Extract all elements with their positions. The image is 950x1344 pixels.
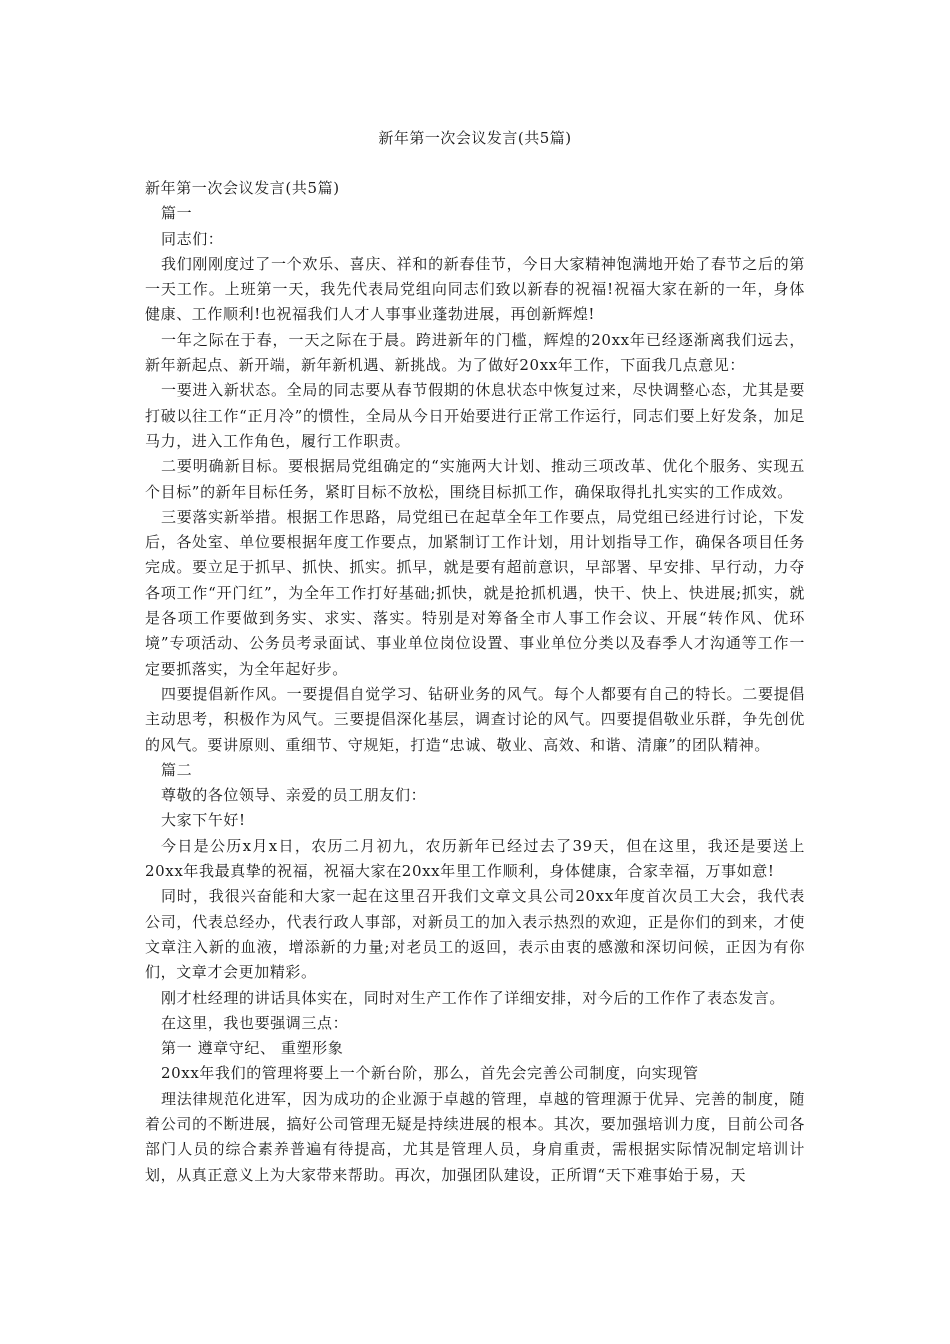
paragraph: 同志们： [161,229,224,248]
paragraph: 篇一 [161,204,193,223]
paragraph: 四要提倡新作风。一要提倡自觉学习、钻研业务的风气。每个人都要有自己的特长。二要提倡主动思考，积极作为风气。三要提倡深化基层，调查讨论的风气。四要提倡敬业乐群，争先创优的风气。要讲原则、重细节、守规矩，打造“忠诚、敬业、高效、和谐、清廉”的团队精神。 [145,684,805,754]
paragraph: 刚才杜经理的讲话具体实在，同时对生产工作作了详细安排，对今后的工作作了表态发言。 [161,988,786,1007]
paragraph: 同时，我很兴奋能和大家一起在这里召开我们文章文具公司20xx年度首次员工大会，我代表公司，代表总经办，代表行政人事部，对新员工的加入表示热烈的欢迎，正是你们的到来，才使文章注入新的血液，增添新的力量;对老员工的返回，表示由衷的感激和深切问候，正因为有你们，文章才会更加精彩。 [145,887,805,982]
paragraph: 大家下午好! [161,811,246,830]
paragraph: 二要明确新目标。要根据局党组确定的“实施两大计划、推动三项改革、优化个服务、实现五个目标”的新年目标任务，紧盯目标不放松，围绕目标抓工作，确保取得扎扎实实的工作成效。 [145,457,805,501]
paragraph: 一年之际在于春，一天之际在于晨。跨进新年的门槛，辉煌的20xx年已经逐渐离我们远去，新年新起点、新开端，新年新机遇、新挑战。为了做好20xx年工作，下面我几点意见： [145,330,805,375]
document-body [145,176,805,1188]
paragraph: 今日是公历x月x日，农历二月初九，农历新年已经过去了39天，但在这里，我还是要送上20xx年我最真挚的祝福，祝福大家在20xx年里工作顺利，身体健康，合家幸福，万事如意! [145,836,805,881]
paragraph: 理法律规范化进军，因为成功的企业源于卓越的管理，卓越的管理源于优异、完善的制度，随着公司的不断进展，搞好公司管理无疑是持续进展的根本。其次，要加强培训力度，目前公司各部门人员的综合素养普遍有待提高，尤其是管理人员，身肩重责，需根据实际情况制定培训计划，从真正意义上为大家带来帮助。再次，加强团队建设，正所谓“天下难事始于易，天 [145,1089,805,1184]
paragraph: 我们刚刚度过了一个欢乐、喜庆、祥和的新春佳节，今日大家精神饱满地开始了春节之后的第一天工作。上班第一天，我先代表局党组向同志们致以新春的祝福!祝福大家在新的一年，身体健康、工作顺利!也祝福我们人才人事事业蓬勃进展，再创新辉煌! [145,254,805,324]
paragraph: 第一 遵章守纪、 重塑形象 [161,1039,344,1058]
paragraph: 篇二 [161,760,193,779]
paragraph: 20xx年我们的管理将要上一个新台阶，那么，首先会完善公司制度，向实现管 [161,1064,699,1083]
document-title: 新年第一次会议发言(共5篇) [378,129,572,147]
paragraph: 三要落实新举措。根据工作思路，局党组已在起草全年工作要点，局党组已经进行讨论，下发后，各处室、单位要根据年度工作要点，加紧制订工作计划，用计划指导工作，确保各项目任务完成。要立足于抓早、抓快、抓实。抓早，就是要有超前意识，早部署、早安排、早行动，力夺各项工作“开门红”，为全年工作打好基础;抓快，就是抢抓机遇，快干、快上、快进展;抓实，就是各项工作要做到务实、求实、落实。特别是对筹备全市人事工作会议、开展“转作风、优环境”专项活动、公务员考录面试、事业单位岗位设置、事业单位分类以及春季人才沟通等工作一定要抓落实，为全年起好步。 [145,507,805,678]
paragraph: 新年第一次会议发言(共5篇) [145,179,340,197]
paragraph: 一要进入新状态。全局的同志要从春节假期的休息状态中恢复过来，尽快调整心态，尤其是要打破以往工作“正月冷”的惯性，全局从今日开始要进行正常工作运行，同志们要上好发条，加足马力，进入工作角色，履行工作职责。 [145,381,805,450]
paragraph: 在这里，我也要强调三点： [161,1013,349,1032]
paragraph: 尊敬的各位领导、亲爱的员工朋友们： [161,786,427,805]
